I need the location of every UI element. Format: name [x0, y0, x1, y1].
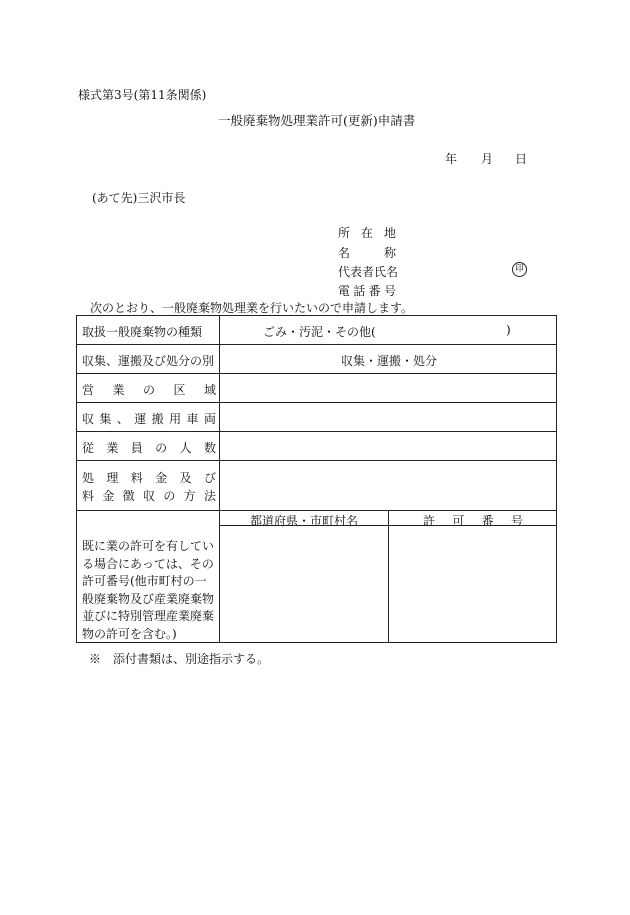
addressee: (あて先)三沢市長 — [92, 191, 186, 205]
row-divider — [77, 460, 556, 461]
representative-label: 代表者氏名 — [338, 265, 399, 279]
row-divider — [77, 402, 556, 403]
business-type-value: 収集・運搬・処分 — [341, 354, 438, 368]
phone-label: 電 話 番 号 — [338, 284, 396, 298]
date-day-label: 日 — [515, 152, 528, 166]
row-divider — [77, 373, 556, 374]
existing-permit-label: 既に業の許可を有している場合にあっては、その許可番号(他市町村の一般廃棄物及び産業廃棄物並びに特別管理産業廃棄物の許可を含む。) — [82, 539, 215, 641]
intro-text: 次のとおり、一般廃棄物処理業を行いたいので申請します。 — [90, 301, 414, 315]
fee-label-line2: 料 金 徴 収 の 方 法 — [82, 489, 216, 503]
waste-type-close: ) — [506, 323, 511, 337]
business-type-label: 収集、運搬及び処分の別 — [82, 354, 215, 368]
permit-number-column-header: 許 可 番 号 — [423, 514, 523, 528]
form-number: 様式第3号(第11条関係) — [78, 88, 207, 102]
date-year-label: 年 — [445, 152, 458, 166]
waste-type-value: ごみ・汚泥・その他( — [263, 325, 376, 339]
waste-type-label: 取扱一般廃棄物の種類 — [82, 325, 203, 339]
fee-label-line1: 処 理 料 金 及 び — [82, 471, 216, 485]
municipality-column-header: 都道府県・市町村名 — [250, 514, 359, 528]
employees-label: 従 業 員 の 人 数 — [82, 441, 216, 455]
business-area-label: 営 業 の 区 域 — [82, 383, 216, 397]
footnote: ※ 添付書類は、別途指示する。 — [89, 652, 270, 666]
seal-mark: 印 — [512, 262, 527, 277]
label-column-divider — [219, 316, 220, 642]
permit-column-divider — [388, 510, 389, 642]
name-label: 名 称 — [338, 246, 396, 260]
application-table — [76, 315, 557, 643]
row-divider — [77, 344, 556, 345]
address-label: 所 在 地 — [338, 226, 396, 240]
vehicles-label: 収 集 、 運 搬 用 車 両 — [82, 412, 216, 426]
date-month-label: 月 — [481, 152, 494, 166]
document-title: 一般廃棄物処理業許可(更新)申請書 — [218, 113, 416, 128]
row-divider — [77, 510, 556, 511]
row-divider — [77, 431, 556, 432]
